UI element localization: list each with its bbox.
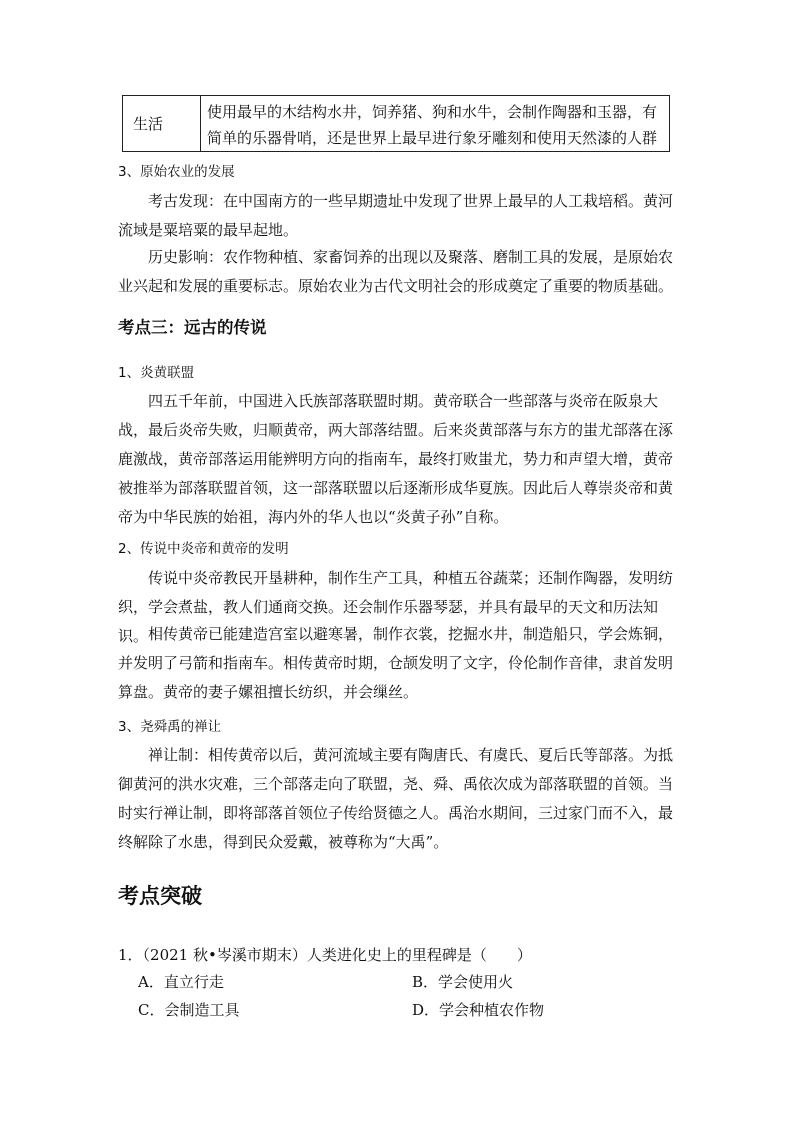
option-c[interactable]: C．会制造工具 <box>138 1001 240 1019</box>
option-b[interactable]: B．学会使用火 <box>412 973 514 991</box>
s3-title: 3、尧舜禹的禅让 <box>118 719 222 735</box>
kaodian3-title: 考点三：远古的传说 <box>118 318 267 337</box>
option-d[interactable]: D．学会种植农作物 <box>412 1001 545 1019</box>
s2-para1: 传说中炎帝教民开垦耕种，制作生产工具，种植五谷蔬菜；还制作陶器，发明纺织，学会煮盐，教人们通商交换。还会制作乐器琴瑟，并具有最早的天文和历法知识。 <box>118 569 674 645</box>
s2-para2: 相传黄帝已能建造宫室以避寒暑，制作衣裳，挖掘水井，制造船只，学会炼铜，并发明了弓箭和指南车。相传黄帝时期，仓颉发明了文字，伶伦制作音律，隶首发明算盘。黄帝的妻子嫘祖擅长纺织，并会缫丝。 <box>118 625 674 701</box>
section3-para2: 历史影响：农作物种植、家畜饲养的出现以及聚落、磨制工具的发展，是原始农业兴起和发展的重要标志。原始农业为古代文明社会的形成奠定了重要的物质基础。 <box>118 248 674 295</box>
s1-para: 四五千年前，中国进入氏族部落联盟时期。黄帝联合一些部落与炎帝在阪泉大战，最后炎帝失败，归顺黄帝，两大部落结盟。后来炎黄部落与东方的蚩尤部落在涿鹿激战，黄帝部落运用能辨明方向的指南车，最终打败蚩尤，势力和声望大增，黄帝被推举为部落联盟首领，这一部落联盟以后逐渐形成华夏族。因此后人尊崇炎帝和黄帝为中华民族的始祖，海内外的华人也以“炎黄子孙”自称。 <box>118 392 674 526</box>
table-text-cell: 使用最早的木结构水井，饲养猪、狗和水牛，会制作陶器和玉器，有简单的乐器骨哨，还是世界上最早进行象牙雕刻和使用天然漆的人群 <box>207 103 658 147</box>
s2-title: 2、传说中炎帝和黄帝的发明 <box>118 541 289 557</box>
life-table <box>122 95 670 152</box>
option-a[interactable]: A．直立行走 <box>138 973 224 991</box>
table-label-cell: 生活 <box>123 96 201 151</box>
section3-para1: 考古发现：在中国南方的一些早期遗址中发现了世界上最早的人工栽培稻。黄河流域是粟培粟的最早起地。 <box>118 192 674 239</box>
s1-title: 1、炎黄联盟 <box>118 365 195 381</box>
section3-title: 3、原始农业的发展 <box>118 164 235 180</box>
question-stem: 1．（2021 秋•岑溪市期末）人类进化史上的里程碑是（ ） <box>118 946 532 964</box>
s3-para: 禅让制：相传黄帝以后，黄河流域主要有陶唐氏、有虞氏、夏后氏等部落。为抵御黄河的洪水灾难，三个部落走向了联盟，尧、舜、禹依次成为部落联盟的首领。当时实行禅让制，即将部落首领位子传给贤德之人。禹治水期间，三过家门而不入，最终解除了水患，得到民众爱戴，被尊称为“大禹”。 <box>118 746 674 851</box>
breakthrough-title: 考点突破 <box>118 884 202 908</box>
